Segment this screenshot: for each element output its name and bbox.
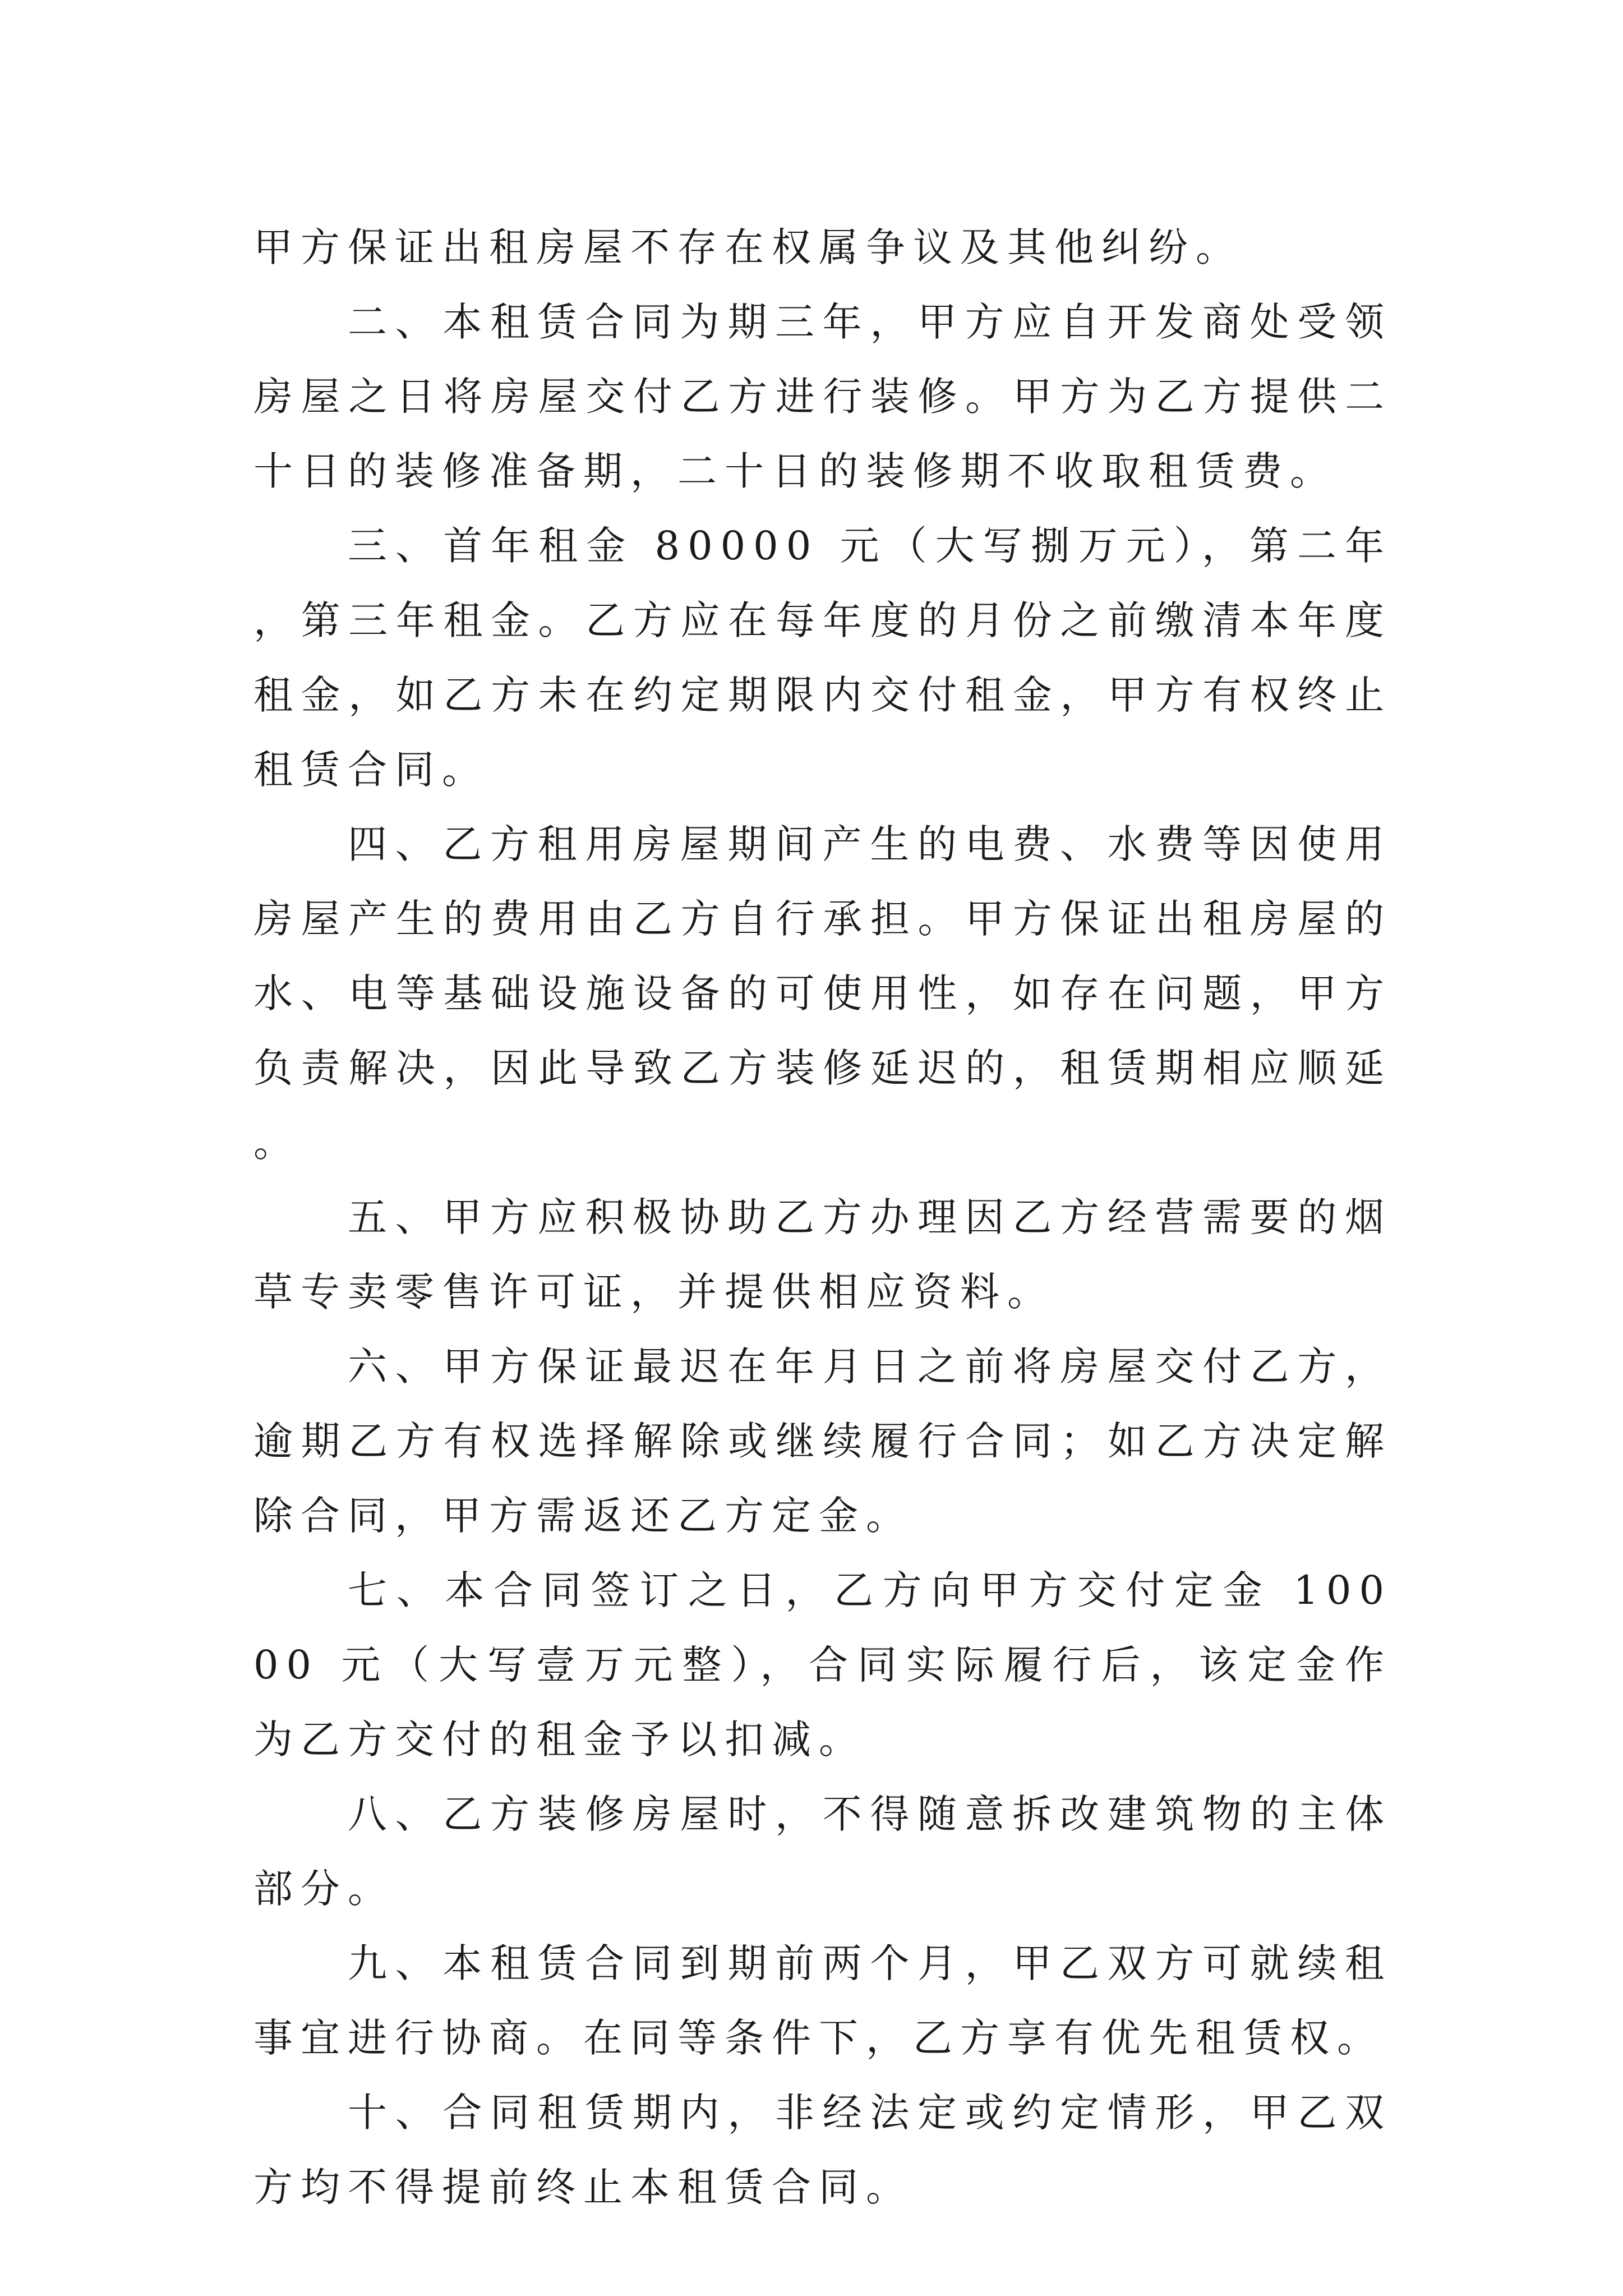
paragraph-ownership-guarantee: 甲方保证出租房屋不存在权属争议及其他纠纷。: [253, 224, 1243, 270]
clause-6-delivery-deadline: 六、甲方保证最迟在年月日之前将房屋交付乙方，逾期乙方有权选择解除或继续履行合同；如乙方决定解除合同，甲方需返还乙方定金。: [253, 1343, 1392, 1539]
clause-5-tobacco-license: 五、甲方应积极协助乙方办理因乙方经营需要的烟草专卖零售许可证，并提供相应资料。: [253, 1194, 1392, 1315]
clause-2-lease-term: 二、本租赁合同为期三年，甲方应自开发商处受领房屋之日将房屋交付乙方进行装修。甲方为乙方提供二十日的装修准备期，二十日的装修期不收取租赁费。: [253, 299, 1392, 494]
clause-4-utilities: 四、乙方租用房屋期间产生的电费、水费等因使用房屋产生的费用由乙方自行承担。甲方保证出租房屋的水、电等基础设施设备的可使用性，如存在问题，甲方负责解决，因此导致乙方装修延迟的，租赁期相应顺延。: [253, 821, 1392, 1166]
clause-7-deposit: 七、本合同签订之日，乙方向甲方交付定金 10000 元（大写壹万元整），合同实际履行后，该定金作为乙方交付的租金予以扣减。: [253, 1567, 1392, 1763]
clause-3-rent: 三、首年租金 80000 元（大写捌万元），第二年，第三年租金。乙方应在每年度的月份之前缴清本年度租金，如乙方未在约定期限内交付租金，甲方有权终止租赁合同。: [253, 523, 1392, 793]
document-body: [253, 210, 1392, 2225]
clause-9-renewal: 九、本租赁合同到期前两个月，甲乙双方可就续租事宜进行协商。在同等条件下，乙方享有优先租赁权。: [253, 1940, 1392, 2061]
clause-8-renovation: 八、乙方装修房屋时，不得随意拆改建筑物的主体部分。: [253, 1791, 1392, 1912]
clause-10-termination: 十、合同租赁期内，非经法定或约定情形，甲乙双方均不得提前终止本租赁合同。: [253, 2090, 1392, 2210]
